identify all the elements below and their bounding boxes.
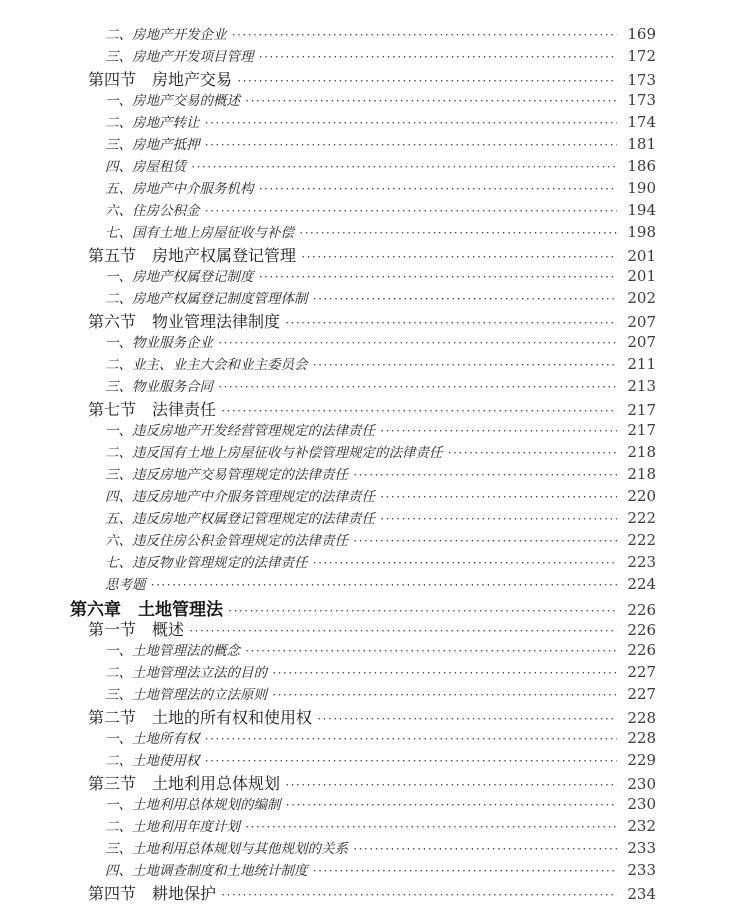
toc-leader-dots [205,731,618,747]
toc-page-number: 174 [627,113,656,131]
toc-page-number: 207 [627,333,656,351]
toc-leader-dots [272,687,617,703]
toc-entry [70,265,656,287]
toc-entry-label: 第三节 土地利用总体规划 [88,776,281,793]
toc-entry-label: 六、违反住房公积金管理规定的法律责任 [105,533,348,548]
toc-entry [70,617,656,639]
toc-entry [70,771,656,793]
toc-page-number: 226 [627,621,656,639]
toc-page-number: 172 [627,47,656,65]
toc-entry [70,859,656,881]
toc-leader-dots [448,445,618,461]
toc-page-number: 190 [627,179,656,197]
toc-page-number: 217 [627,421,656,439]
toc-leader-dots [245,819,617,835]
toc-entry [70,221,656,243]
toc-entry-label: 二、房地产转让 [105,115,200,130]
toc-page-number: 227 [627,685,656,703]
toc-entry-label: 二、业主、业主大会和业主委员会 [105,357,308,372]
toc-leader-dots [205,753,618,769]
toc-entry [70,837,656,859]
toc-entry-label: 一、土地所有权 [105,731,200,746]
toc-page-number: 224 [627,575,656,593]
toc-leader-dots [353,467,617,483]
toc-page-number: 173 [627,91,656,109]
toc-leader-dots [259,49,618,65]
toc-entry-label: 一、房地产交易的概述 [105,93,240,108]
toc-entry [70,881,656,903]
toc-entry-label: 四、房屋租赁 [105,159,186,174]
toc-leader-dots [299,225,617,241]
toc-entry [70,243,656,265]
toc-entry [70,287,656,309]
toc-page-number: 226 [627,641,656,659]
toc-entry-label: 第七节 法律责任 [88,402,217,419]
toc-entry [70,111,656,133]
toc-leader-dots [313,357,618,373]
toc-entry [70,749,656,771]
toc-leader-dots [380,489,617,505]
toc-entry-label: 二、房地产权属登记制度管理体制 [105,291,308,306]
toc-entry-label: 三、违反房地产交易管理规定的法律责任 [105,467,348,482]
toc-entry [70,551,656,573]
toc-page-number: 201 [627,267,656,285]
toc-entry-label: 思考题 [105,577,146,592]
toc-leader-dots [205,137,618,153]
toc-leader-dots [259,269,618,285]
toc-page-number: 202 [627,289,656,307]
toc-entry [70,353,656,375]
toc-list [70,23,656,903]
toc-entry-label: 五、房地产中介服务机构 [105,181,254,196]
toc-page-number: 232 [627,817,656,835]
toc-entry [70,419,656,441]
toc-leader-dots [285,777,617,793]
toc-leader-dots [189,623,617,639]
toc-entry-label: 第一节 概述 [88,622,185,639]
toc-entry [70,661,656,683]
toc-leader-dots [313,555,618,571]
toc-leader-dots [221,403,617,419]
toc-leader-dots [353,841,617,857]
toc-entry [70,441,656,463]
toc-leader-dots [218,335,617,351]
toc-leader-dots [380,423,617,439]
toc-entry [70,727,656,749]
toc-leader-dots [313,863,618,879]
toc-entry-label: 二、土地使用权 [105,753,200,768]
toc-entry [70,815,656,837]
toc-leader-dots [237,73,617,89]
toc-leader-dots [151,577,618,593]
toc-leader-dots [205,115,618,131]
toc-leader-dots [259,181,618,197]
toc-entry-label: 第四节 耕地保护 [88,886,217,903]
toc-entry-label: 三、土地利用总体规划与其他规划的关系 [105,841,348,856]
toc-leader-dots [317,711,617,727]
toc-leader-dots [191,159,617,175]
toc-entry [70,705,656,727]
toc-page-number: 223 [627,553,656,571]
toc-entry-label: 六、住房公积金 [105,203,200,218]
toc-leader-dots [221,887,617,903]
toc-entry-label: 一、土地利用总体规划的编制 [105,797,281,812]
toc-entry [70,529,656,551]
toc-page-number: 218 [627,465,656,483]
toc-entry [70,177,656,199]
toc-leader-dots [313,291,618,307]
toc-entry-label: 第六节 物业管理法律制度 [88,314,281,331]
toc-entry-label: 一、违反房地产开发经营管理规定的法律责任 [105,423,375,438]
toc-page-number: 220 [627,487,656,505]
toc-page-number: 228 [627,709,656,727]
toc-entry [70,683,656,705]
toc-entry [70,793,656,815]
toc-page-number: 213 [627,377,656,395]
toc-page-number: 173 [627,71,656,89]
toc-entry-label: 二、违反国有土地上房屋征收与补偿管理规定的法律责任 [105,445,443,460]
toc-leader-dots [218,379,617,395]
toc-entry-label: 三、房地产开发项目管理 [105,49,254,64]
toc-page-number: 181 [627,135,656,153]
toc-entry [70,639,656,661]
toc-entry [70,309,656,331]
toc-page-number: 218 [627,443,656,461]
toc-entry-label: 一、物业服务企业 [105,335,213,350]
toc-entry-label: 四、土地调查制度和土地统计制度 [105,863,308,878]
toc-page-number: 229 [627,751,656,769]
toc-leader-dots [286,797,618,813]
toc-entry [70,45,656,67]
toc-entry-label: 第五节 房地产权属登记管理 [88,248,297,265]
toc-page-number: 233 [627,839,656,857]
toc-entry-label: 一、土地管理法的概念 [105,643,240,658]
toc-entry-label: 二、土地利用年度计划 [105,819,240,834]
toc-entry-label: 三、房地产抵押 [105,137,200,152]
toc-page-number: 228 [627,729,656,747]
toc-leader-dots [272,665,617,681]
toc-entry-label: 第二节 土地的所有权和使用权 [88,710,313,727]
toc-page-number: 217 [627,401,656,419]
toc-leader-dots [380,511,617,527]
toc-entry [70,133,656,155]
toc-entry-label: 一、房地产权属登记制度 [105,269,254,284]
toc-page-number: 211 [627,355,656,373]
toc-entry [70,595,656,617]
toc-leader-dots [245,643,617,659]
toc-entry [70,331,656,353]
toc-page-number: 207 [627,313,656,331]
toc-leader-dots [353,533,617,549]
toc-leader-dots [232,27,618,43]
toc-entry [70,485,656,507]
toc-page-number: 230 [627,775,656,793]
toc-entry [70,573,656,595]
toc-leader-dots [285,315,617,331]
toc-page-number: 169 [627,25,656,43]
toc-entry-label: 五、违反房地产权属登记管理规定的法律责任 [105,511,375,526]
toc-entry-label: 三、物业服务合同 [105,379,213,394]
toc-page-number: 230 [627,795,656,813]
toc-entry-label: 二、房地产开发企业 [105,27,227,42]
toc-page-number: 201 [627,247,656,265]
toc-page-number: 234 [627,885,656,903]
toc-entry-label: 七、违反物业管理规定的法律责任 [105,555,308,570]
toc-entry [70,155,656,177]
toc-page-number: 227 [627,663,656,681]
toc-entry-label: 第四节 房地产交易 [88,72,233,89]
toc-entry [70,89,656,111]
toc-page-number: 233 [627,861,656,879]
toc-entry [70,397,656,419]
toc-entry-label: 二、土地管理法立法的目的 [105,665,267,680]
toc-page-number: 222 [627,531,656,549]
toc-leader-dots [245,93,617,109]
toc-page-number: 186 [627,157,656,175]
toc-entry [70,23,656,45]
toc-entry [70,507,656,529]
toc-entry-label: 第六章 土地管理法 [70,600,223,619]
toc-entry [70,375,656,397]
toc-entry-label: 四、违反房地产中介服务管理规定的法律责任 [105,489,375,504]
toc-page-number: 226 [627,601,656,619]
toc-entry [70,67,656,89]
toc-entry-label: 三、土地管理法的立法原则 [105,687,267,702]
toc-leader-dots [301,249,617,265]
toc-entry-label: 七、国有土地上房屋征收与补偿 [105,225,294,240]
toc-entry [70,199,656,221]
toc-leader-dots [205,203,618,219]
toc-leader-dots [228,603,617,619]
toc-page-number: 222 [627,509,656,527]
toc-entry [70,463,656,485]
toc-page-number: 198 [627,223,656,241]
toc-page-number: 194 [627,201,656,219]
